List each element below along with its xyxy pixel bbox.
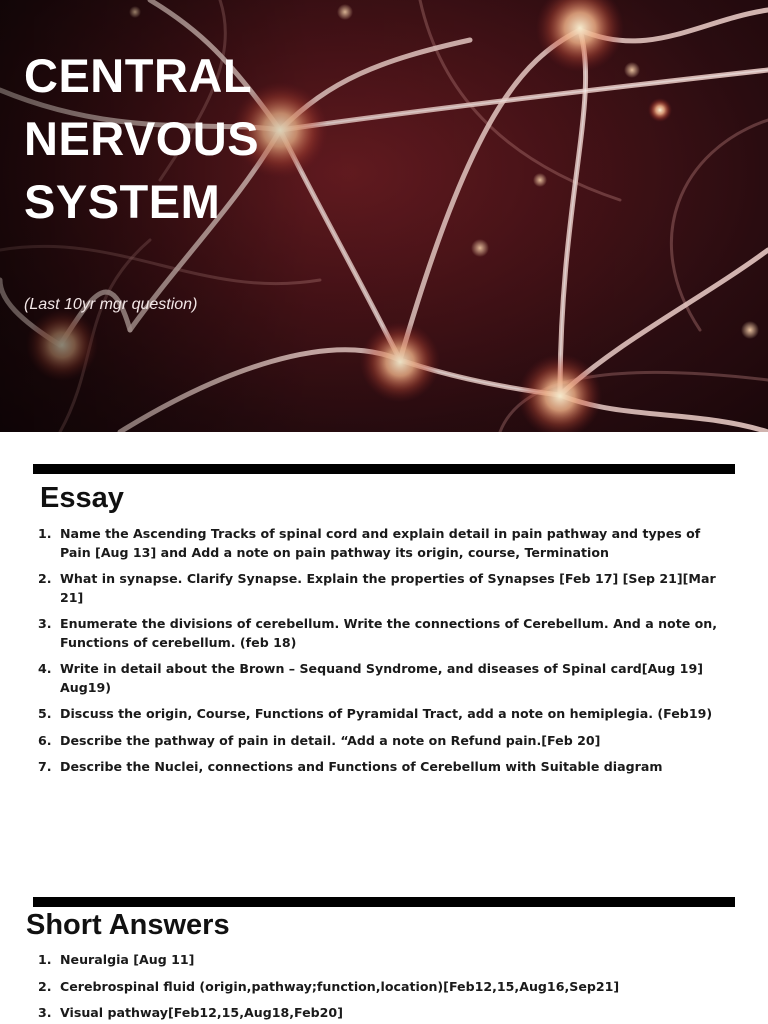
essay-heading: Essay	[40, 482, 124, 514]
cover-subtitle: (Last 10yr mgr question)	[24, 296, 198, 313]
cover-title	[24, 44, 259, 233]
list-item	[38, 570, 728, 607]
cover-banner	[0, 0, 768, 432]
list-item-text: Write in detail about the Brown – Sequand Syndrome, and diseases of Spinal card[Aug 19] Aug19)	[60, 661, 703, 695]
list-item	[38, 1004, 728, 1023]
list-item	[38, 951, 728, 970]
list-item-number: 3.	[38, 616, 52, 631]
list-item-number: 1.	[38, 526, 52, 541]
list-item-number: 3.	[38, 1005, 52, 1020]
list-item-number: 1.	[38, 952, 52, 967]
list-item-text: Enumerate the divisions of cerebellum. Write the connections of Cerebellum. And a note on, Functions of cerebellum. (feb 18)	[60, 616, 718, 650]
list-item	[38, 978, 728, 997]
cover-title-line: SYSTEM	[24, 175, 221, 228]
list-item-number: 7.	[38, 759, 52, 774]
cover-title-line: NERVOUS	[24, 112, 260, 165]
list-item-number: 5.	[38, 706, 52, 721]
short-answers-list	[38, 951, 728, 1023]
list-item-text: Describe the pathway of pain in detail. “Add a note on Refund pain.[Feb 20]	[60, 732, 601, 748]
list-item-text: Visual pathway[Feb12,15,Aug18,Feb20]	[60, 1005, 343, 1020]
list-item-number: 2.	[38, 571, 52, 586]
short-answers-heading: Short Answers	[26, 909, 230, 941]
list-item	[38, 732, 728, 751]
list-item	[38, 758, 728, 777]
list-item-text: What in synapse. Clarify Synapse. Explain the properties of Synapses [Feb 17] [Sep 21][Mar 21]	[60, 571, 716, 605]
list-item-text: Describe the Nuclei, connections and Functions of Cerebellum with Suitable diagram	[60, 759, 663, 774]
list-item-number: 6.	[38, 732, 52, 748]
section-divider	[33, 464, 735, 474]
list-item-text: Name the Ascending Tracks of spinal cord and explain detail in pain pathway and types of Pain [Aug 13] and Add a note on pain pathway its origin, course, Termination	[60, 526, 701, 560]
list-item-number: 2.	[38, 978, 52, 994]
list-item-text: Neuralgia [Aug 11]	[60, 952, 195, 967]
list-item-number: 4.	[38, 661, 52, 676]
list-item-text: Discuss the origin, Course, Functions of Pyramidal Tract, add a note on hemiplegia. (Feb19)	[60, 706, 713, 721]
list-item	[38, 525, 728, 562]
list-item	[38, 705, 728, 724]
list-item	[38, 660, 728, 697]
essay-question-list	[38, 525, 728, 777]
section-divider	[33, 897, 735, 907]
cover-title-line: CENTRAL	[24, 49, 253, 102]
list-item-text: Cerebrospinal fluid (origin,pathway;function,location)[Feb12,15,Aug16,Sep21]	[60, 978, 620, 994]
list-item	[38, 615, 728, 652]
